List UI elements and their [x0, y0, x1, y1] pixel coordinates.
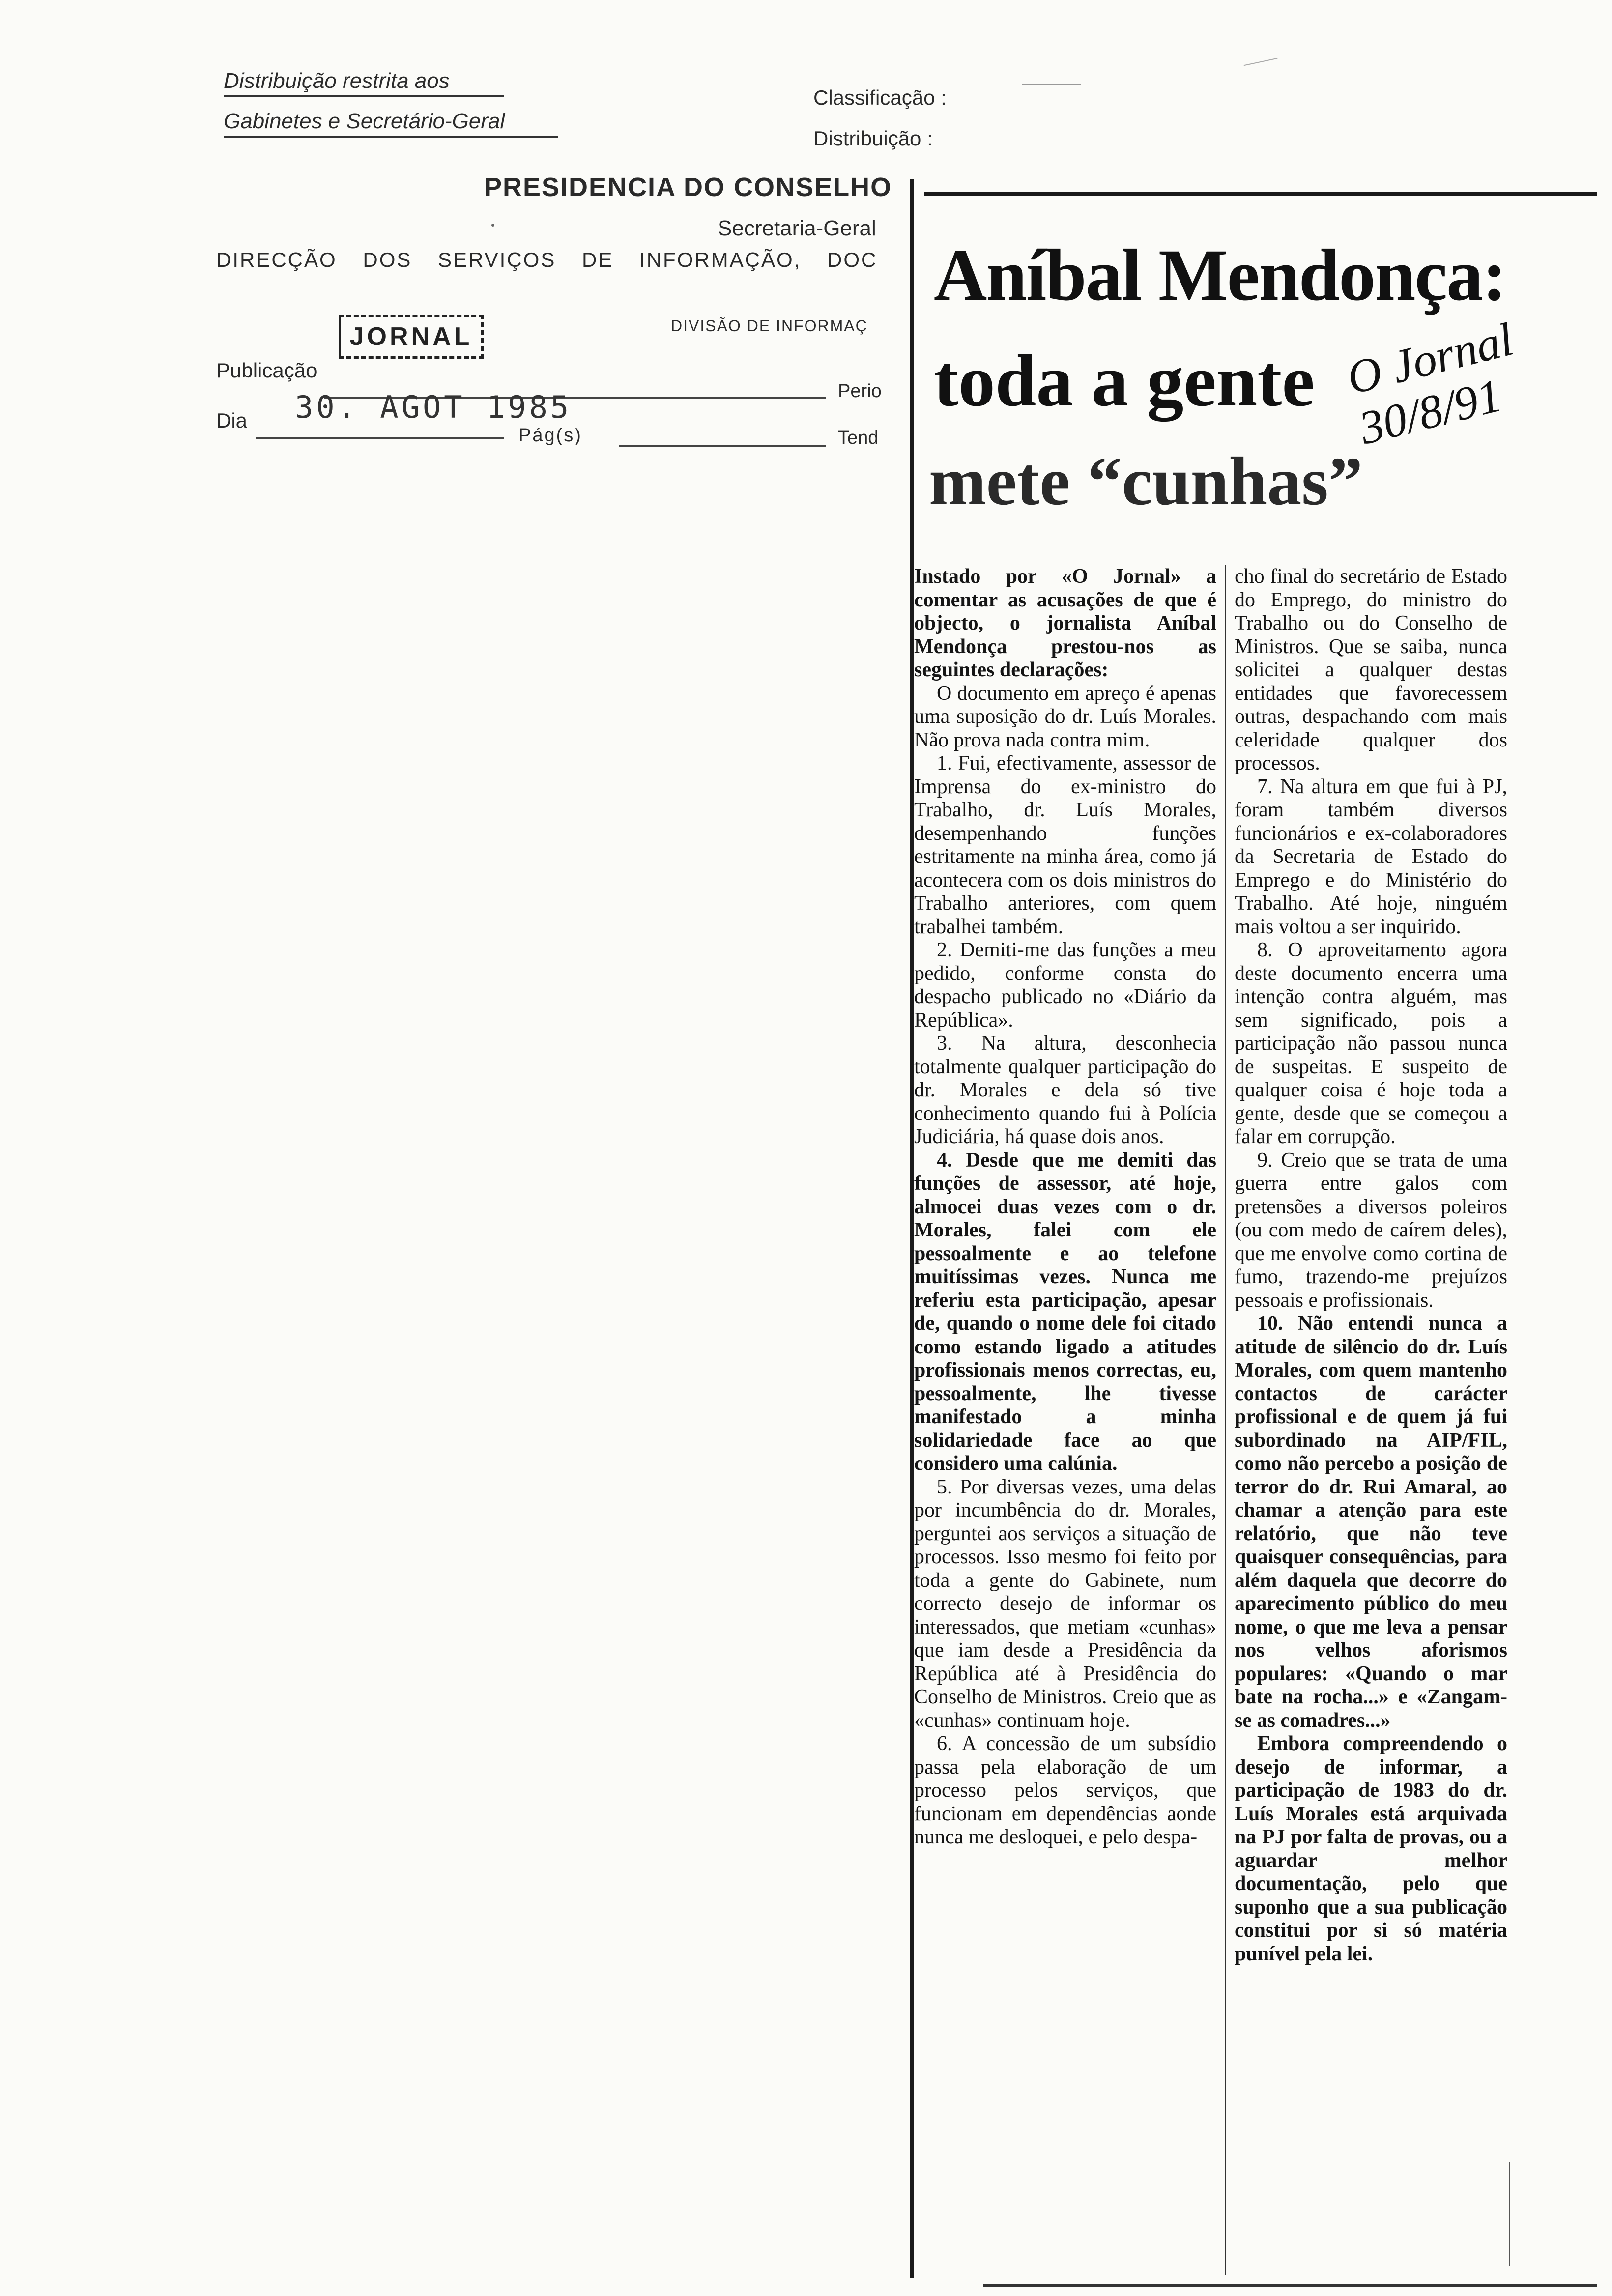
col1-paragraph: 4. Desde que me demiti das funções de assessor, até hoje, almocei duas vezes com o dr. Morales, falei com ele pessoalmente e ao telefone muitíssimas vezes. Nunca me referiu esta participação, apesar de, quando o nome dele foi citado como estando ligado a atitudes profissionais menos correctas, eu, pessoalmente, lhe tivesse manifestado a minha solidariedade face ao que considero uma calúnia. [914, 1148, 1216, 1475]
distribuicao-label: Distribuição : [813, 127, 933, 150]
headline-line1: Aníbal Mendonça: [934, 234, 1506, 316]
col2-paragraph: 7. Na altura em que fui à PJ, foram também diversos funcionários e ex-colaboradores da Secretaria de Estado do Emprego e do Ministério do Trabalho. Até hoje, ninguém mais voltou a ser inquirido. [1235, 775, 1507, 938]
col1-paragraph: 3. Na altura, desconhecia totalmente qualquer participação do dr. Morales e dela só tive conhecimento quando fui à Polícia Judiciária, há quase dois anos. [914, 1032, 1216, 1148]
secretaria-geral: Secretaria-Geral [718, 216, 876, 240]
scan-mark-2 [1244, 58, 1278, 66]
paginas-label: Pág(s) [518, 425, 582, 446]
col1-paragraph: 2. Demiti-me das funções a meu pedido, conforme consta do despacho publicado no «Diário da República». [914, 939, 1216, 1032]
restricted-distribution-line1: Distribuição restrita aos [224, 69, 504, 97]
periodicidade-label: Perio [838, 381, 882, 402]
direccao-servicos: DIRECÇÃO DOS SERVIÇOS DE INFORMAÇÃO, DOC [216, 248, 878, 271]
divisao-informacao: DIVISÃO DE INFORMAÇ [671, 317, 868, 335]
handwritten-note: O Jornal 30/8/91 [1341, 312, 1519, 455]
col2-paragraph: Embora compreendendo o desejo de informar, a participação de 1983 do dr. Luís Morales está arquivada na PJ por falta de provas, ou a aguardar melhor documentação, pelo que suponho que a sua publicação constitui por si só matéria punível pela lei. [1235, 1732, 1507, 1965]
org-title: PRESIDENCIA DO CONSELHO [484, 172, 892, 202]
dia-date-stamp: 30. AGOT 1985 [295, 389, 572, 425]
publicacao-label: Publicação [216, 359, 317, 382]
article-intro: Instado por «O Jornal» a comentar as acusações de que é objecto, o jornalista Aníbal Mendonça prestou-nos as seguintes declarações: [914, 565, 1216, 681]
col2-paragraph: cho final do secretário de Estado do Emprego, do ministro do Trabalho ou do Conselho de Ministros. Que se saiba, nunca solicitei a qualquer destas entidades que favorecessem outras, despachando com mais celeridade qualquer dos processos. [1235, 565, 1507, 775]
paginas-rule [619, 445, 826, 447]
column-divider [1225, 565, 1226, 2275]
scan-mark-1 [1022, 84, 1081, 85]
col1-paragraph: 6. A concessão de um subsídio passa pela elaboração de um processo pelos serviços, que funcionam em dependências aonde nunca me desloquei, e pelo despa- [914, 1732, 1216, 1848]
right-margin-rule [1509, 2162, 1510, 2266]
col1-paragraph: O documento em apreço é apenas uma suposição do dr. Luís Morales. Não prova nada contra mim. [914, 682, 1216, 751]
dia-rule [256, 437, 504, 439]
classificacao-label: Classificação : [813, 86, 947, 109]
headline-line3: mete “cunhas” [929, 443, 1363, 519]
col2-paragraph: 8. O aproveitamento agora deste documento encerra uma intenção contra alguém, mas sem significado, pois a participação não passou nunca de suspeitas. E suspeito de qualquer coisa é hoje toda a gente, desde que se começou a falar em corrupção. [1235, 939, 1507, 1148]
clipping-top-rule [924, 192, 1597, 196]
col1-paragraph: 5. Por diversas vezes, uma delas por incumbência do dr. Morales, perguntei aos serviços a situação de processos. Isso mesmo foi feito por toda a gente do Gabinete, num correcto desejo de informar os interessados, que metiam «cunhas» que iam desde a Presidência da República até à Presidência do Conselho de Ministros. Creio que as «cunhas» continuam hoje. [914, 1475, 1216, 1732]
restricted-distribution-line2: Gabinetes e Secretário-Geral [224, 109, 558, 138]
scan-speck [491, 224, 494, 227]
dia-label: Dia [216, 409, 248, 432]
jornal-stamp: JORNAL [339, 315, 484, 359]
clipping-left-border [910, 179, 914, 2278]
article-column-2 [1235, 565, 1507, 2275]
tendencia-label: Tend [838, 428, 879, 448]
clipping-bottom-rule [983, 2284, 1597, 2287]
article-column-1 [914, 565, 1216, 2275]
col2-paragraph: 10. Não entendi nunca a atitude de silêncio do dr. Luís Morales, com quem mantenho contactos de carácter profissional e de quem já fui subordinado na AIP/FIL, como não percebo a posição de terror do dr. Rui Amaral, ao chamar a atenção para este relatório, que não teve quaisquer consequências, para além daquela que decorre do aparecimento público do meu nome, o que me leva a pensar nos velhos aforismos populares: «Quando o mar bate na rocha...» e «Zangam-se as comadres...» [1235, 1312, 1507, 1732]
headline-line2: toda a gente [934, 340, 1315, 422]
col1-paragraph: 1. Fui, efectivamente, assessor de Imprensa do ex-ministro do Trabalho, dr. Luís Morales, desempenhando funções estritamente na minha área, como já acontecera com os dois ministros do Trabalho anteriores, com quem trabalhei também. [914, 752, 1216, 938]
col2-paragraph: 9. Creio que se trata de uma guerra entre galos com pretensões a diversos poleiros (ou com medo de caírem deles), que me envolve como cortina de fumo, trazendo-me prejuízos pessoais e profissionais. [1235, 1148, 1507, 1312]
